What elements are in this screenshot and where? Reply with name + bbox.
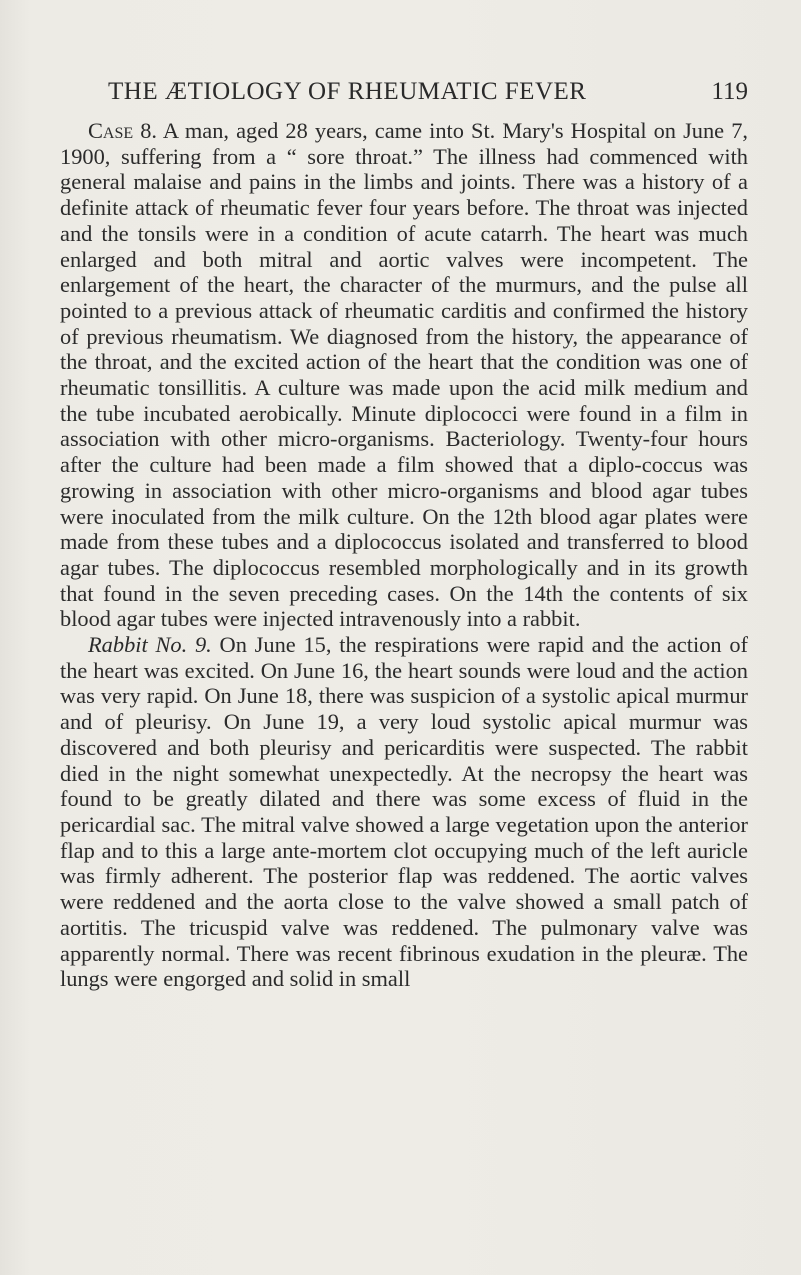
running-title: THE ÆTIOLOGY OF RHEUMATIC FEVER (108, 78, 587, 105)
body-text (60, 118, 748, 992)
page-number: 119 (711, 78, 748, 105)
case-paragraph (60, 118, 748, 632)
rabbit-text: On June 15, the respirations were rapid and the action of the heart was excited. On June 16, the heart sounds were loud and the action was very rapid. On June 18, there was suspicion of a systolic apical murmur and of pleurisy. On June 19, a very loud systolic apical murmur was discovered and both pleurisy and pericarditis were suspected. The rabbit died in the night somewhat unexpectedly. At the necropsy the heart was found to be greatly dilated and there was some excess of fluid in the pericardial sac. The mitral valve showed a large vegetation upon the anterior flap and to this a large ante-mortem clot occupying much of the left auricle was firmly adherent. The posterior flap was reddened. The aortic valves were reddened and the aorta close to the valve showed a small patch of aortitis. The tricuspid valve was reddened. The pulmonary valve was apparently normal. There was recent fibrinous exudation in the pleuræ. The lungs were engorged and solid in small (60, 632, 748, 992)
case-text: A man, aged 28 years, came into St. Mary's Hospital on June 7, 1900, suffering from a “ sore throat.” The illness had commenced with general malaise and pains in the limbs and joints. There was a history of a definite attack of rheumatic fever four years before. The throat was injected and the tonsils were in a condition of acute catarrh. The heart was much enlarged and both mitral and aortic valves were incompetent. The enlargement of the heart, the character of the murmurs, and the pulse all pointed to a previous attack of rheumatic carditis and confirmed the history of previous rheumatism. We diagnosed from the history, the appearance of the throat, and the excited action of the heart that the condition was one of rheumatic tonsillitis. A culture was made upon the acid milk medium and the tube incubated aerobically. Minute diplococci were found in a film in association with other micro-organisms. Bacteriology. Twenty-four hours after the culture had been made a film showed that a diplo-coccus was growing in association with other micro-organisms and blood agar tubes were inoculated from the milk culture. On the 12th blood agar plates were made from these tubes and a diplococcus isolated and transferred to blood agar tubes. The diplococcus resembled morphologically and in its growth that found in the seven preceding cases. On the 14th the contents of six blood agar tubes were injected intravenously into a rabbit. (60, 118, 748, 632)
rabbit-label: Rabbit No. 9. (88, 632, 212, 658)
page-header (108, 78, 748, 114)
rabbit-paragraph (60, 632, 748, 992)
case-label: Case 8. (88, 118, 158, 143)
